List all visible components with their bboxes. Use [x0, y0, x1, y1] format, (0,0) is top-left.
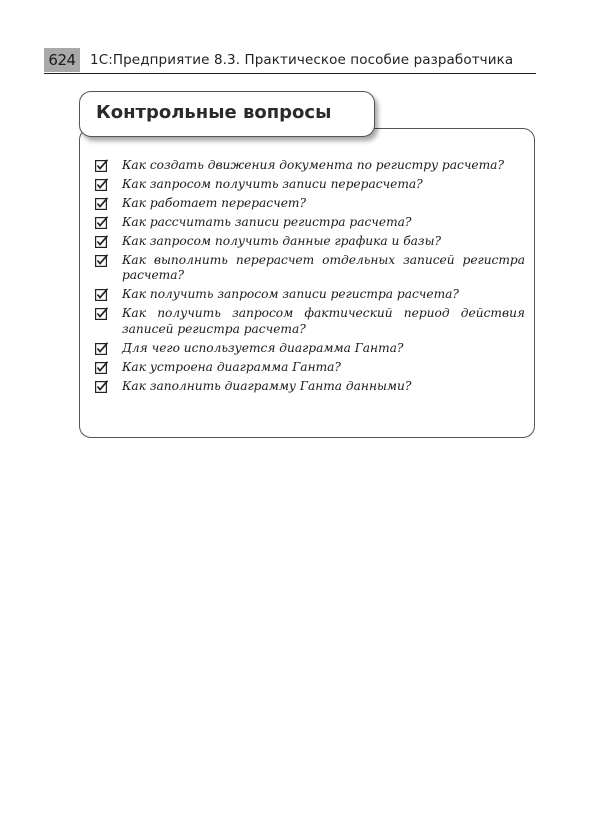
question-item — [95, 306, 525, 337]
question-item — [95, 379, 525, 394]
checkbox-checked-icon — [95, 178, 108, 191]
question-item — [95, 196, 525, 211]
question-text: Как получить запросом фактический период действия записей регистра расчета? — [122, 306, 525, 336]
question-text: Как заполнить диаграмму Ганта данными? — [122, 378, 412, 393]
question-text: Как запросом получить записи перерасчета? — [122, 177, 423, 191]
section-title-tab — [79, 91, 375, 137]
question-item — [95, 158, 525, 173]
question-text: Как создать движения документа по регистру расчета? — [122, 158, 504, 172]
question-text: Для чего используется диаграмма Ганта? — [122, 340, 404, 355]
question-item — [95, 177, 525, 192]
question-item — [95, 253, 525, 284]
section-title: Контрольные вопросы — [96, 102, 332, 123]
running-title: 1С:Предприятие 8.3. Практическое пособие разработчика — [90, 52, 514, 68]
checkbox-checked-icon — [95, 254, 108, 267]
question-item — [95, 215, 525, 230]
question-text: Как устроена диаграмма Ганта? — [122, 359, 341, 374]
question-text: Как работает перерасчет? — [122, 196, 307, 210]
question-item — [95, 341, 525, 356]
checkbox-checked-icon — [95, 380, 108, 393]
page-header — [44, 47, 536, 74]
page-number: 624 — [44, 48, 80, 72]
checkbox-checked-icon — [95, 342, 108, 355]
checkbox-checked-icon — [95, 307, 108, 320]
questions-list — [95, 158, 525, 398]
question-text: Как запросом получить данные графика и базы? — [122, 234, 442, 248]
question-text: Как выполнить перерасчет отдельных записей регистра расчета? — [122, 253, 525, 283]
question-text: Как получить запросом записи регистра расчета? — [122, 287, 459, 302]
question-text: Как рассчитать записи регистра расчета? — [122, 215, 412, 229]
checkbox-checked-icon — [95, 159, 108, 172]
checkbox-checked-icon — [95, 361, 108, 374]
question-item — [95, 360, 525, 375]
checkbox-checked-icon — [95, 288, 108, 301]
question-item — [95, 234, 525, 249]
checkbox-checked-icon — [95, 235, 108, 248]
question-item — [95, 287, 525, 302]
checkbox-checked-icon — [95, 197, 108, 210]
checkbox-checked-icon — [95, 216, 108, 229]
